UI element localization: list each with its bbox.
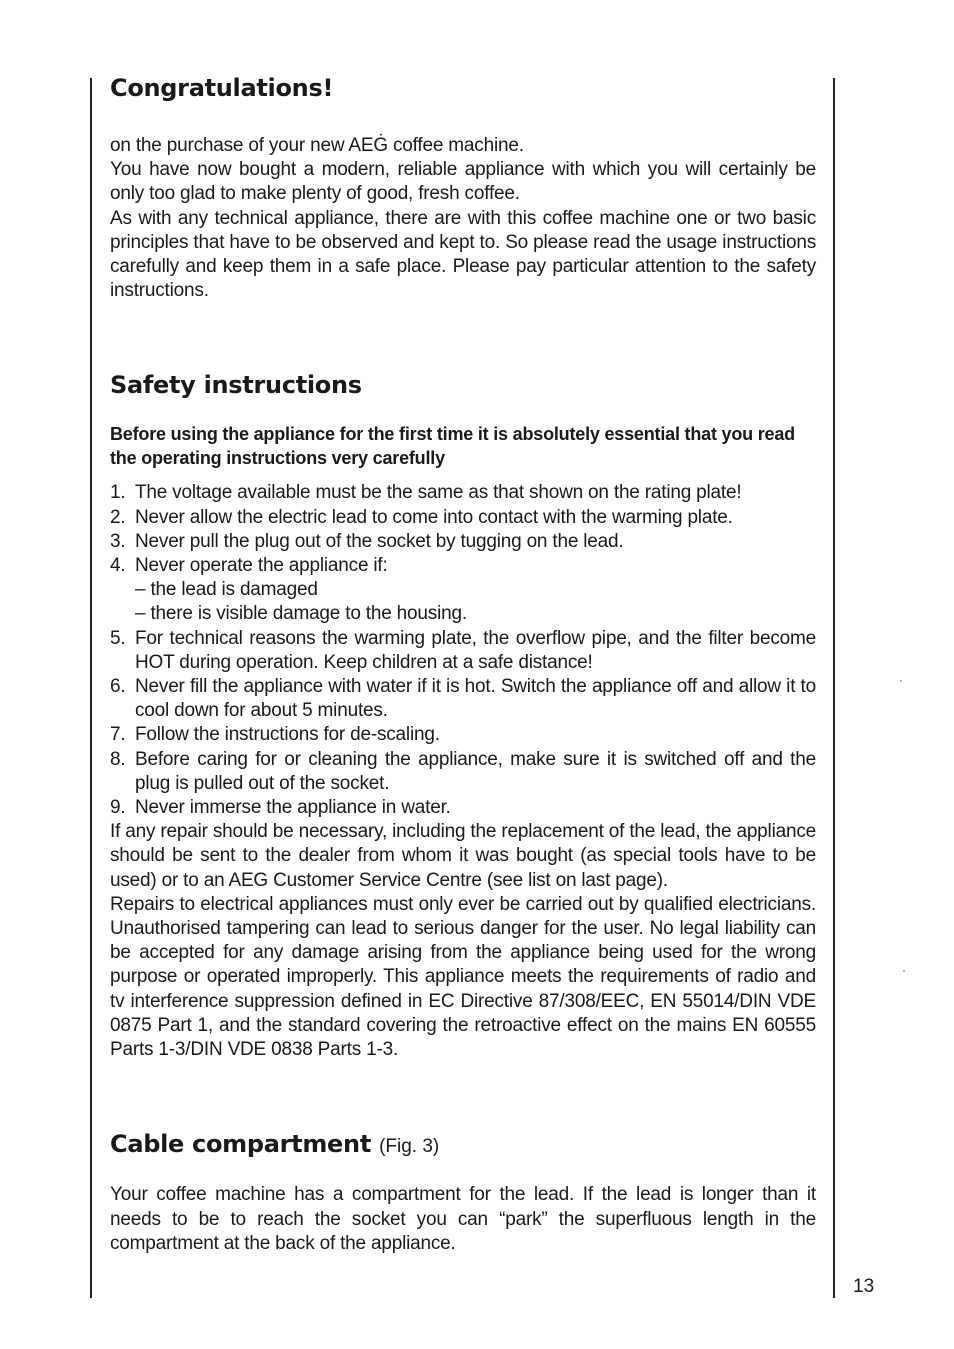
safety-list	[110, 481, 816, 820]
list-item: 7. Follow the instructions for de-scaling.	[110, 724, 440, 746]
congratulations-heading: Congratulations!	[110, 74, 334, 102]
page-number: 13	[853, 1276, 875, 1297]
list-item: 5. For technical reasons the warming plate, the overflow pipe, and the filter become HOT during operation. Keep children at a safe distance!	[110, 627, 816, 673]
principles-paragraph: As with any technical appliance, there are with this coffee machine one or two basic principles that have to be observed and kept to. So please read the usage instructions carefully and keep them in a safe place. Please pay particular attention to the safety instructions.	[110, 207, 816, 302]
list-item: 8. Before caring for or cleaning the appliance, make sure it is switched off and the plug is pulled out of the socket.	[110, 748, 816, 794]
right-margin-rule	[833, 78, 835, 1298]
list-item: 1. The voltage available must be the same as that shown on the rating plate!	[110, 482, 742, 504]
list-item: 4. Never operate the appliance if: – the lead is damaged – there is visible damage to the housing.	[110, 554, 816, 627]
purchase-line: on the purchase of your new AEĠ coffee machine.	[110, 135, 524, 156]
scan-speck	[900, 680, 902, 682]
sub-item: – the lead is damaged	[135, 579, 318, 601]
list-item: 9. Never immerse the appliance in water.	[110, 797, 451, 819]
appliance-paragraph: You have now bought a modern, reliable appliance with which you will certainly be only too glad to make plenty of good, fresh coffee.	[110, 159, 816, 205]
safety-intro: Before using the appliance for the first time it is absolutely essential that you read the operating instructions very carefully	[110, 424, 795, 469]
cable-heading: Cable compartment (Fig. 3)	[110, 1130, 440, 1159]
left-margin-rule	[90, 78, 92, 1298]
safety-heading: Safety instructions	[110, 371, 362, 400]
list-item: 2. Never allow the electric lead to come into contact with the warming plate.	[110, 506, 733, 528]
list-item: 3. Never pull the plug out of the socket by tugging on the lead.	[110, 530, 624, 552]
liability-paragraph: Repairs to electrical appliances must only ever be carried out by qualified electricians. Unauthorised tampering can lead to serious danger for the user. No legal liability can be accepted for any damage arising from the appliance being used for the wrong purpose or operated improperly. This appliance meets the requirements of radio and tv interference suppression defined in EC Directive 87/308/EEC, EN 55014/DIN VDE 0875 Part 1, and the standard covering the retroactive effect on the mains EN 60555 Parts 1-3/DIN VDE 0838 Parts 1-3.	[110, 893, 816, 1061]
page-content	[110, 72, 816, 1256]
repair-paragraph: If any repair should be necessary, including the replacement of the lead, the appliance should be sent to the dealer from whom it was bought (as special tools have to be used) or to an AEG Customer Service Centre (see list on last page).	[110, 821, 816, 891]
figure-reference: (Fig. 3)	[379, 1136, 440, 1158]
sub-item: – there is visible damage to the housing.	[135, 603, 467, 625]
list-item: 6. Never fill the appliance with water if it is hot. Switch the appliance off and allow it to cool down for about 5 minutes.	[110, 676, 816, 722]
cable-paragraph: Your coffee machine has a compartment for the lead. If the lead is longer than it needs to be to reach the socket you can “park” the superfluous length in the compartment at the back of the appliance.	[110, 1184, 816, 1254]
scan-speck	[903, 970, 905, 972]
